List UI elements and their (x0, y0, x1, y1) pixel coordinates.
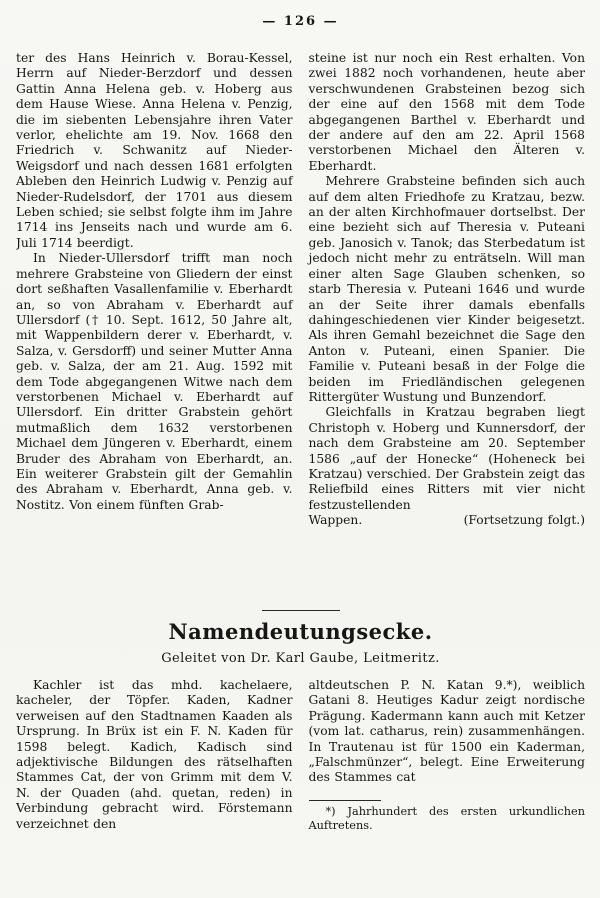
article-closing-line (309, 513, 586, 528)
article-paragraph: In Nieder-Ullersdorf trifft man noch mehrere Grabsteine von Gliedern der einst dort seßhaften Vasallenfamilie v. Eberhardt an, so von Abraham v. Eberhardt auf Ullersdorf († 10. Sept. 1612, 50 Jahre alt, mit Wappenbildern derer v. Eberhardt, v. Salza, v. Gersdorff) und seiner Mutter Anna geb. v. Salza, der am 21. Aug. 1592 mit dem Tode abgegangenen Witwe nach dem verstorbenen Michael v. Eberhardt auf Ullersdorf. Ein dritter Grabstein gehört mutmaßlich dem 1632 verstorbenen Michael dem Jüngeren v. Eberhardt, einem Bruder des Abraham von Eberhardt, an. Ein weiterer Grabstein gilt der Gemahlin des Abraham v. Eberhardt, Anna geb. v. Nostitz. Von einem fünften Grab- (16, 251, 293, 512)
article-right-column (309, 51, 586, 603)
namendeutung-columns (16, 678, 585, 870)
namendeutung-paragraph: Kachler ist das mhd. kachelaere, kacheler, der Töpfer. Kaden, Kadner verweisen auf den Stadtnamen Kaaden als Ursprung. In Brüx ist ein F. N. Kaden für 1598 belegt. Kadich, Kadisch sind adjektivische Bildungen des rätselhaften Stammes Cat, der von Grimm mit dem V. N. der Quaden (ahd. quetan, reden) in Verbindung gebracht wird. Förstemann verzeichnet den (16, 678, 293, 831)
article-paragraph: ter des Hans Heinrich v. Borau-Kessel, Herrn auf Nieder-Berzdorf und dessen Gattin Anna Helena geb. v. Hoberg aus dem Hause Wiese. Anna Helena v. Penzig, die im siebenten Lebensjahre ihren Vater verlor, ehelichte am 19. Nov. 1668 den Friedrich v. Schwanitz auf Nieder-Weigsdorf und nach dessen 1681 erfolgten Ableben den Heinrich Ludwig v. Penzig auf Nieder-Rudelsdorf, der 1701 aus diesem Leben schied; sie selbst folgte ihm im Jahre 1714 ins Jenseits nach und wurde am 6. Juli 1714 beerdigt. (16, 51, 293, 250)
footnote-rule (309, 800, 381, 801)
namendeutung-left-column (16, 678, 293, 870)
footnote (309, 800, 586, 833)
article-paragraph: steine ist nur noch ein Rest erhalten. Von zwei 1882 noch vorhandenen, heute aber verschwundenen Grabsteinen bezog sich der eine auf den 1568 mit dem Tode abgegangenen Barthel v. Eberhardt und der andere auf den am 22. April 1568 verstorbenen Michael den Älteren v. Eberhardt. (308, 51, 585, 173)
footnote-text: *) Jahrhundert des ersten urkundlichen Auftretens. (308, 804, 585, 832)
closing-word: Wappen. (308, 513, 363, 528)
section-subtitle: Geleitet von Dr. Karl Gaube, Leitmeritz. (161, 651, 440, 666)
article-left-column (16, 51, 293, 603)
continuation-note: (Fortsetzung folgt.) (463, 513, 585, 528)
page-number: — 126 — (262, 14, 339, 29)
namendeutung-right-column (309, 678, 586, 870)
section-divider-rule (262, 610, 340, 611)
namendeutung-paragraph: altdeutschen P. N. Katan 9.*), weiblich Gatani 8. Heutiges Kadur zeigt nordische Prägung. Kadermann kann auch mit Ketzer (vom lat. catharus, rein) zusammenhängen. In Trautenau ist für 1500 ein Kaderman, „Falschmünzer“, belegt. Eine Erweiterung des Stammes cat (308, 678, 585, 785)
article-grabsteine-columns (16, 51, 585, 603)
article-paragraph: Gleichfalls in Kratzau begraben liegt Christoph v. Hoberg und Kunnersdorf, der nach dem Grabsteine am 20. September 1586 „auf der Honecke“ (Hoheneck bei Kratzau) verschied. Der Grabstein zeigt das Reliefbild eines Ritters mit vier nicht festzustellenden (308, 405, 585, 512)
article-paragraph: Mehrere Grabsteine befinden sich auch auf dem alten Friedhofe zu Kratzau, bezw. an der alten Kirchhofmauer dortselbst. Der eine bezieht sich auf Theresia v. Puteani geb. Janosich v. Tanok; das Sterbedatum ist jedoch nicht mehr zu enträtseln. Will man einer alten Sage Glauben schenken, so starb Theresia v. Puteani 1646 und wurde an der Seite ihrer damals ebenfalls dahingeschiedenen vier Kinder beigesetzt. Als ihren Gemahl bezeichnet die Sage den Anton v. Puteani, einen Spanier. Die Familie v. Puteani besaß in der Folge die beiden im Friedländischen gelegenen Rittergüter Wustung und Bunzendorf. (308, 174, 585, 404)
section-title: Namendeutungsecke. (168, 619, 433, 644)
